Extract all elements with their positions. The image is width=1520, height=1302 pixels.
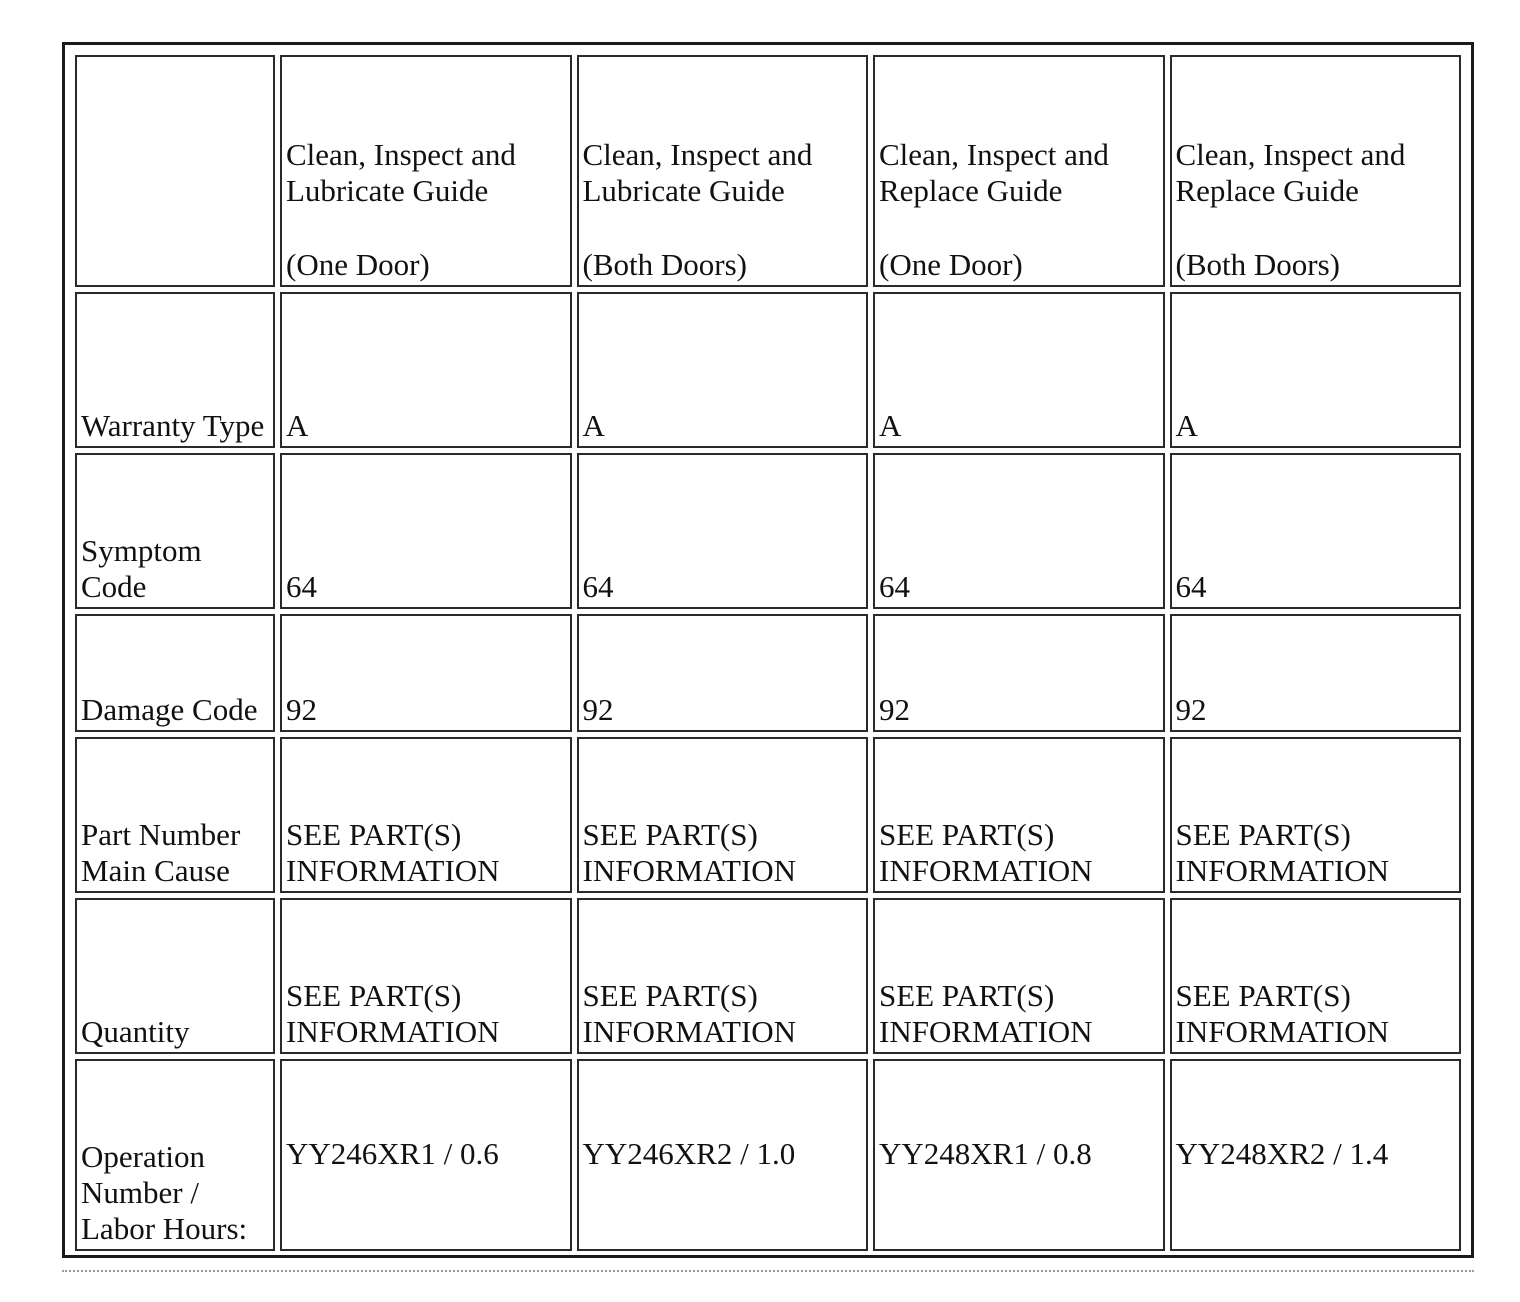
row-label: Operation Number / Labor Hours: <box>75 1059 275 1251</box>
table-row-damage-code <box>75 614 1461 732</box>
table-cell: 92 <box>577 614 869 732</box>
header-line: Clean, Inspect and <box>1175 137 1406 172</box>
header-line: (Both Doors) <box>582 247 747 282</box>
header-line: Clean, Inspect and <box>582 137 813 172</box>
table-cell: 64 <box>577 453 869 609</box>
row-label: Symptom Code <box>75 453 275 609</box>
header-corner-cell <box>75 55 275 287</box>
header-line: (One Door) <box>286 247 430 282</box>
table-cell: SEE PART(S) INFORMATION <box>873 898 1165 1054</box>
table-cell: 92 <box>873 614 1165 732</box>
header-line: (One Door) <box>879 247 1023 282</box>
row-label: Quantity <box>75 898 275 1054</box>
table-cell: A <box>873 292 1165 448</box>
table-cell: 64 <box>1170 453 1462 609</box>
table-row-symptom-code <box>75 453 1461 609</box>
header-cell <box>1170 55 1462 287</box>
table-cell: YY246XR1 / 0.6 <box>280 1059 572 1251</box>
table-cell: YY248XR1 / 0.8 <box>873 1059 1165 1251</box>
table-cell: 92 <box>1170 614 1462 732</box>
table-cell: 92 <box>280 614 572 732</box>
table-cell: SEE PART(S) INFORMATION <box>280 898 572 1054</box>
header-line: Lubricate Guide <box>286 173 489 208</box>
row-label: Warranty Type <box>75 292 275 448</box>
warranty-table-frame <box>62 42 1474 1258</box>
header-line: (Both Doors) <box>1175 247 1340 282</box>
table-cell: SEE PART(S) INFORMATION <box>1170 737 1462 893</box>
table-row-operation <box>75 1059 1461 1251</box>
header-cell <box>280 55 572 287</box>
table-row-quantity <box>75 898 1461 1054</box>
header-row <box>75 55 1461 287</box>
table-cell: A <box>1170 292 1462 448</box>
header-line: Replace Guide <box>1175 173 1359 208</box>
row-label: Damage Code <box>75 614 275 732</box>
page-divider <box>62 1270 1474 1272</box>
table-cell: YY246XR2 / 1.0 <box>577 1059 869 1251</box>
table-cell: SEE PART(S) INFORMATION <box>280 737 572 893</box>
row-label: Part Number Main Cause <box>75 737 275 893</box>
warranty-table <box>70 50 1466 1256</box>
table-cell: YY248XR2 / 1.4 <box>1170 1059 1462 1251</box>
table-cell: SEE PART(S) INFORMATION <box>577 898 869 1054</box>
table-cell: A <box>280 292 572 448</box>
header-line: Replace Guide <box>879 173 1063 208</box>
table-cell: 64 <box>873 453 1165 609</box>
header-cell <box>577 55 869 287</box>
table-row-warranty-type <box>75 292 1461 448</box>
table-cell: SEE PART(S) INFORMATION <box>577 737 869 893</box>
table-cell: 64 <box>280 453 572 609</box>
header-cell <box>873 55 1165 287</box>
table-cell: A <box>577 292 869 448</box>
table-cell: SEE PART(S) INFORMATION <box>873 737 1165 893</box>
header-line: Clean, Inspect and <box>286 137 516 172</box>
table-row-part-number <box>75 737 1461 893</box>
header-line: Clean, Inspect and <box>879 137 1109 172</box>
header-line: Lubricate Guide <box>582 173 785 208</box>
table-cell: SEE PART(S) INFORMATION <box>1170 898 1462 1054</box>
